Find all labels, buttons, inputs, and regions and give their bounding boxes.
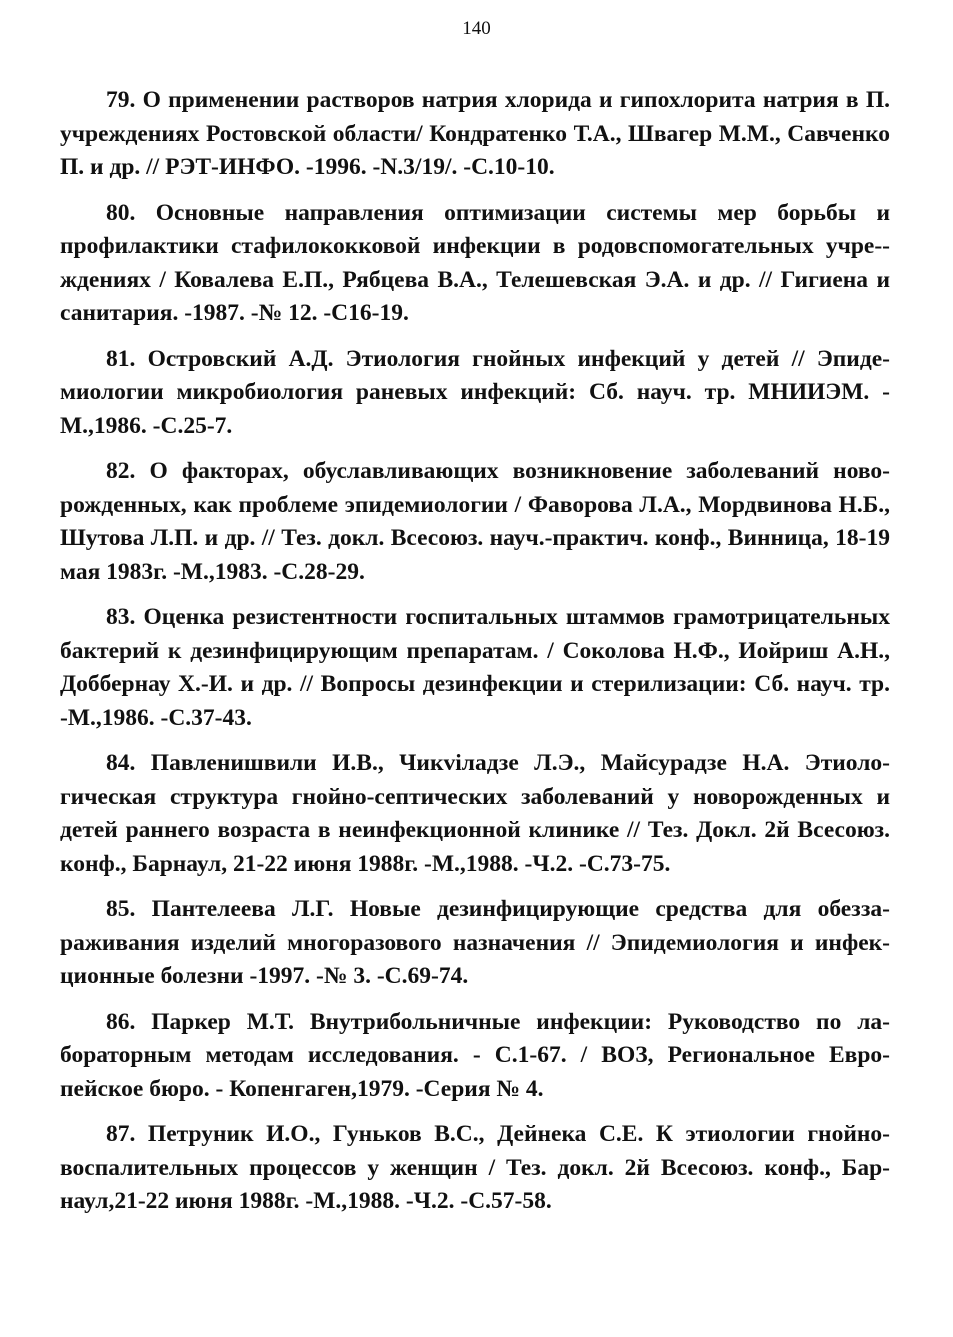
reference-list [60,84,890,1231]
reference-83: 83. Оценка резистентности госпитальных штаммов грамотрицательных бактерий к дезинфицирующим препаратам. / Соколова Н.Ф., Иойриш А.Н., Доббернау Х.-И. и др. // Вопросы дезинфекции и стерилизации: Сб. науч. тр. -М.,1986. -С.37-43. [60,604,890,731]
reference-85: 85. Пантелеева Л.Г. Новые дезинфицирующие средства для обеззараживания изделий многоразового назначения // Эпидемиология и инфекционные болезни -1997. -№ 3. -С.69-74. [60,896,890,989]
reference-81: 81. Островский А.Д. Этиология гнойных инфекций у детей // Эпидемиологии микробиология раневых инфекций: Сб. науч. тр. МНИИЭМ. - М.,1986. -С.25-7. [60,345,890,439]
reference-86: 86. Паркер М.Т. Внутрибольничные инфекции: Руководство по лабораторным методам исследования. - С.1-67. / ВОЗ, Региональное Европейское бюро. - Копенгаген,1979. -Серия № 4. [60,1008,890,1102]
reference-82: 82. О факторах, обуславливающих возникновение заболеваний новорожденных, как проблеме эпидемиологии / Фаворова Л.А., Мордвинова Н.Б., Шутова Л.П. и др. // Тез. докл. Всесоюз. науч.-практич. конф., Винница, 18-19 мая 1983г. -М.,1983. -С.28-29. [60,458,890,585]
reference-79: 79. О применении растворов натрия хлорида и гипохлорита натрия в П. учреждениях Ростовской области/ Кондратенко Т.А., Швагер М.М., Савченко П. и др. // РЭТ-ИНФО. -1996. -N.3/19/. -С.10-10. [60,87,890,180]
page-number: 140 [462,18,491,39]
reference-84: 84. Павленишвили И.В., Чикviладзе Л.Э., Майсурадзе Н.А. Этиологическая структура гнойно-септических заболеваний у новорожденных и детей раннего возраста в неинфекционной клинике // Тез. Докл. 2й Всесоюз. конф., Барнаул, 21-22 июня 1988г. -М.,1988. -Ч.2. -С.73-75. [60,750,890,877]
reference-87: 87. Петруник И.О., Гуньков В.С., Дейнека С.Е. К этиологии гнойновоспалительных процессов у женщин / Тез. докл. 2й Всесоюз. конф., Барнаул,21-22 июня 1988г. -М.,1988. -Ч.2. -С.57-58. [60,1121,890,1214]
reference-80: 80. Основные направления оптимизации системы мер борьбы и профилактики стафилококковой инфекции в родовспомогательных учре-ждениях / Ковалева Е.П., Рябцева В.А., Телешевская Э.А. и др. // Гигиена и санитария. -1987. -№ 12. -С16-19. [60,199,890,326]
